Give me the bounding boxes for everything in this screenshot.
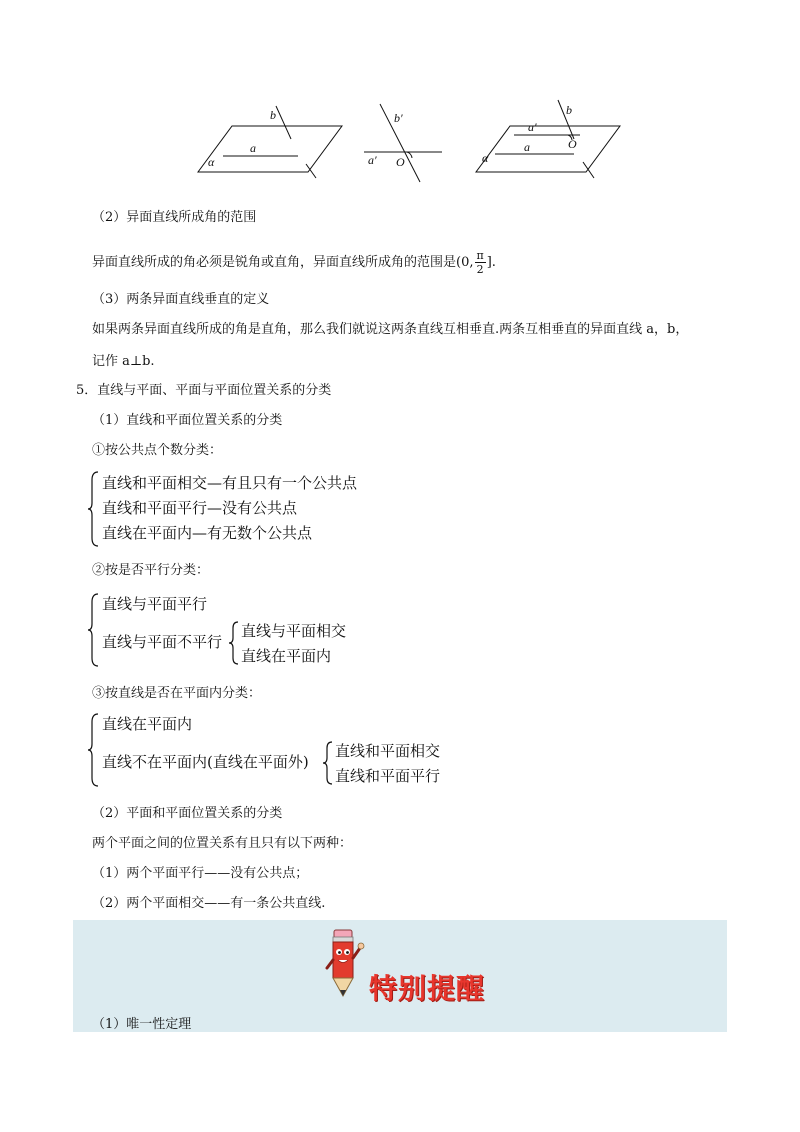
cls3-sub-2: 直线和平面平行 [335,767,441,785]
figure-skew-lines-1 [190,96,350,186]
tip-title: 特别提醒 [369,972,486,1005]
section-5-2-item-1: （1）两个平面平行——没有公共点； [92,866,309,881]
range-open: (0, [456,255,474,270]
cls2-mid: 直线与平面不平行 [102,633,223,651]
section-3-line-1: 如果两条异面直线所成的角是直角，那么我们就说这两条直线互相垂直.两条互相垂直的异面直线 a，b， [92,322,689,337]
brace-3-inner [323,740,333,786]
range-text: 异面直线所成的角必须是锐角或直角，异面直线所成角的范围是 [92,255,457,270]
brace-3 [88,712,100,788]
tip-subtitle: （1）唯一性定理 [92,1017,192,1032]
label-alpha: α [482,151,489,165]
pencil-mascot-icon [318,924,368,1000]
label-b: b [566,103,572,117]
section-5-2-item-2: （2）两个平面相交——有一条公共直线. [92,896,326,911]
pi-over-2: $\frac{\pi}{2}$ [476,249,484,276]
label-alpha: α [208,155,215,169]
classification-1-title: ①按公共点个数分类： [92,443,223,458]
section-3-title: （3）两条异面直线垂直的定义 [92,292,270,307]
brace-2-inner [229,620,239,666]
cls2-sub-1: 直线与平面相交 [241,622,347,640]
cls1-item-2: 直线和平面平行—没有公共点 [102,499,298,517]
section-2-text [92,250,496,275]
range-close: ]. [486,255,496,270]
section-2-title: （2）异面直线所成角的范围 [92,210,257,225]
brace-2 [88,592,100,668]
figure-skew-angle [468,96,628,186]
cls1-item-3: 直线在平面内—有无数个公共点 [102,524,313,542]
section-5-2-title: （2）平面和平面位置关系的分类 [92,806,283,821]
label-b-prime: b′ [394,111,403,125]
cls3-mid: 直线不在平面内(直线在平面外) [102,753,309,771]
section-3-line-2: 记作 a⊥b. [92,354,155,369]
classification-2-title: ②按是否平行分类： [92,563,210,578]
cls2-sub-2: 直线在平面内 [241,647,332,665]
section-5-title: 5．直线与平面、平面与平面位置关系的分类 [76,383,332,398]
section-5-1-title: （1）直线和平面位置关系的分类 [92,413,283,428]
label-a-prime: a′ [528,120,537,134]
label-b: b [270,108,276,122]
label-a: a [250,141,256,155]
cls2-top: 直线与平面平行 [102,595,208,613]
cls1-item-1: 直线和平面相交—有且只有一个公共点 [102,474,358,492]
cls3-top: 直线在平面内 [102,715,193,733]
figure-translated-lines [360,96,450,186]
section-5-2-text: 两个平面之间的位置关系有且只有以下两种： [92,836,353,851]
classification-3-title: ③按直线是否在平面内分类： [92,686,262,701]
brace-1 [88,470,100,548]
label-a: a [524,140,530,154]
label-a-prime: a′ [368,153,377,167]
label-o: O [568,137,577,151]
cls3-sub-1: 直线和平面相交 [335,742,441,760]
label-o: O [396,155,405,169]
